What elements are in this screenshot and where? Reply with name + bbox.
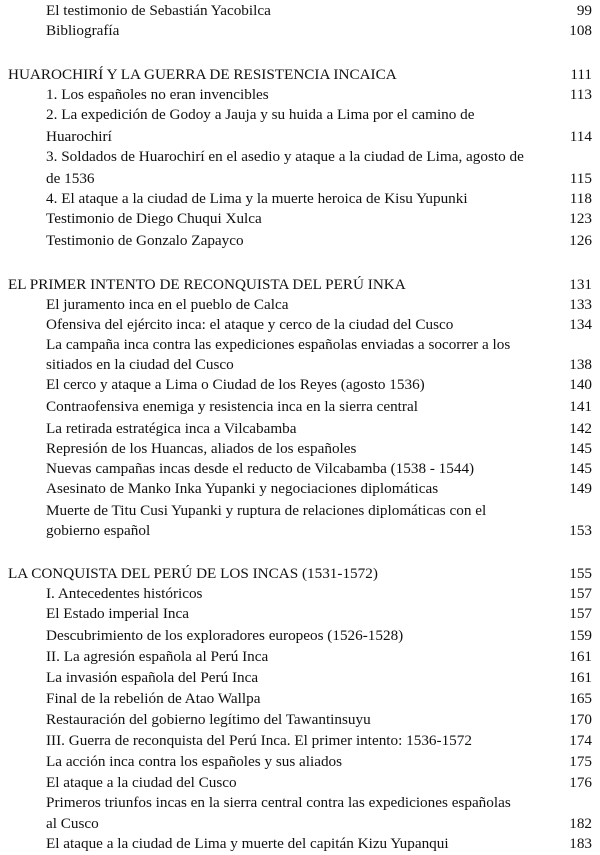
- toc-entry: [0, 104, 600, 126]
- toc-section-heading: [0, 563, 600, 585]
- toc-entry: [0, 334, 600, 356]
- toc-entry: [0, 603, 600, 625]
- toc-entry: [0, 478, 600, 500]
- entry-title: gobierno español: [46, 522, 151, 539]
- page-number: 157: [569, 585, 592, 602]
- section-title: EL PRIMER INTENTO DE RECONQUISTA DEL PERÚ INKA: [8, 276, 406, 293]
- page-number: 155: [569, 565, 592, 582]
- page-number: 141: [569, 398, 592, 415]
- toc-entry: [0, 688, 600, 710]
- toc-entry: [0, 792, 600, 814]
- entry-title: Testimonio de Diego Chuqui Xulca: [46, 210, 262, 227]
- page-number: 140: [569, 376, 592, 393]
- toc-entry: [0, 126, 600, 148]
- toc-entry: [0, 314, 600, 336]
- entry-title: Bibliografía: [46, 22, 120, 39]
- page-number: 142: [569, 420, 592, 437]
- section-title: LA CONQUISTA DEL PERÚ DE LOS INCAS (1531-1572): [8, 565, 378, 582]
- entry-title: Descubrimiento de los exploradores europeos (1526-1528): [46, 627, 404, 644]
- entry-title: Asesinato de Manko Inka Yupanki y negociaciones diplomáticas: [46, 480, 439, 497]
- page-number: 133: [569, 296, 592, 313]
- page-number: 131: [569, 276, 592, 293]
- page-number: 170: [569, 711, 592, 728]
- page-number: 108: [569, 22, 592, 39]
- toc-entry: [0, 168, 600, 190]
- toc-entry: [0, 730, 600, 752]
- page-number: 161: [569, 648, 592, 665]
- entry-title: Represión de los Huancas, aliados de los españoles: [46, 440, 357, 457]
- toc-section-heading: [0, 64, 600, 86]
- toc-entry: [0, 520, 600, 542]
- entry-title: El ataque a la ciudad del Cusco: [46, 774, 237, 791]
- toc-entry: [0, 84, 600, 106]
- entry-title: Final de la rebelión de Atao Wallpa: [46, 690, 261, 707]
- section-title: HUAROCHIRÍ Y LA GUERRA DE RESISTENCIA INCAICA: [8, 66, 397, 83]
- entry-title: sitiados en la ciudad del Cusco: [46, 356, 234, 373]
- page-number: 183: [569, 835, 592, 852]
- page-number: 118: [569, 190, 592, 207]
- page-number: 99: [576, 2, 592, 19]
- page-number: 149: [569, 480, 592, 497]
- toc-entry: [0, 709, 600, 731]
- entry-title: Restauración del gobierno legítimo del Tawantinsuyu: [46, 711, 371, 728]
- entry-title: La invasión española del Perú Inca: [46, 669, 259, 686]
- toc-entry: [0, 583, 600, 605]
- page-number: 174: [569, 732, 592, 749]
- page-number: 126: [569, 232, 592, 249]
- page-number: 176: [569, 774, 592, 791]
- page-number: 113: [569, 86, 592, 103]
- page-number: 111: [570, 66, 592, 83]
- toc-entry: [0, 833, 600, 855]
- toc-entry: [0, 418, 600, 440]
- entry-title: El ataque a la ciudad de Lima y muerte del capitán Kizu Yupanqui: [46, 835, 449, 852]
- page-number: 159: [569, 627, 592, 644]
- page-number: 157: [569, 605, 592, 622]
- page-number: 161: [569, 669, 592, 686]
- entry-title: La campaña inca contra las expediciones españolas enviadas a socorrer a los: [46, 336, 511, 353]
- toc-entry: [0, 500, 600, 522]
- entry-title: Huarochirí: [46, 128, 112, 145]
- toc-entry: [0, 188, 600, 210]
- page-number: 134: [569, 316, 592, 333]
- entry-title: III. Guerra de reconquista del Perú Inca. El primer intento: 1536-1572: [46, 732, 472, 749]
- entry-title: 3. Soldados de Huarochirí en el asedio y ataque a la ciudad de Lima, agosto de: [46, 148, 524, 165]
- toc-entry: [0, 751, 600, 773]
- toc-entry: [0, 625, 600, 647]
- page-number: 153: [569, 522, 592, 539]
- toc-entry: [0, 0, 600, 22]
- page-number: 114: [569, 128, 592, 145]
- page-number: 182: [569, 815, 592, 832]
- toc-entry: [0, 396, 600, 418]
- entry-title: Primeros triunfos incas en la sierra central contra las expediciones españolas: [46, 794, 511, 811]
- toc-entry: [0, 20, 600, 42]
- entry-title: Muerte de Titu Cusi Yupanki y ruptura de relaciones diplomáticas con el: [46, 502, 487, 519]
- toc-entry: [0, 813, 600, 835]
- entry-title: I. Antecedentes históricos: [46, 585, 203, 602]
- entry-title: El cerco y ataque a Lima o Ciudad de los Reyes (agosto 1536): [46, 376, 425, 393]
- toc-entry: [0, 438, 600, 460]
- toc-entry: [0, 772, 600, 794]
- toc-section-heading: [0, 274, 600, 296]
- entry-title: de 1536: [46, 170, 95, 187]
- entry-title: El juramento inca en el pueblo de Calca: [46, 296, 289, 313]
- entry-title: El testimonio de Sebastián Yacobilca: [46, 2, 271, 19]
- toc-entry: [0, 354, 600, 376]
- toc-entry: [0, 230, 600, 252]
- entry-title: 1. Los españoles no eran invencibles: [46, 86, 269, 103]
- toc-entry: [0, 458, 600, 480]
- entry-title: Testimonio de Gonzalo Zapayco: [46, 232, 244, 249]
- page-number: 175: [569, 753, 592, 770]
- page-number: 123: [569, 210, 592, 227]
- entry-title: 4. El ataque a la ciudad de Lima y la muerte heroica de Kisu Yupunki: [46, 190, 468, 207]
- entry-title: La acción inca contra los españoles y sus aliados: [46, 753, 343, 770]
- page-number: 145: [569, 440, 592, 457]
- entry-title: 2. La expedición de Godoy a Jauja y su huida a Lima por el camino de: [46, 106, 475, 123]
- page-number: 145: [569, 460, 592, 477]
- toc-entry: [0, 667, 600, 689]
- toc-entry: [0, 208, 600, 230]
- entry-title: El Estado imperial Inca: [46, 605, 189, 622]
- toc-entry: [0, 146, 600, 168]
- page-number: 138: [569, 356, 592, 373]
- toc-entry: [0, 374, 600, 396]
- page-number: 165: [569, 690, 592, 707]
- entry-title: Contraofensiva enemiga y resistencia inca en la sierra central: [46, 398, 418, 415]
- entry-title: Nuevas campañas incas desde el reducto de Vilcabamba (1538 - 1544): [46, 460, 475, 477]
- entry-title: Ofensiva del ejército inca: el ataque y cerco de la ciudad del Cusco: [46, 316, 454, 333]
- page-number: 115: [569, 170, 592, 187]
- entry-title: II. La agresión española al Perú Inca: [46, 648, 269, 665]
- entry-title: al Cusco: [46, 815, 99, 832]
- entry-title: La retirada estratégica inca a Vilcabamba: [46, 420, 297, 437]
- toc-entry: [0, 294, 600, 316]
- toc-entry: [0, 646, 600, 668]
